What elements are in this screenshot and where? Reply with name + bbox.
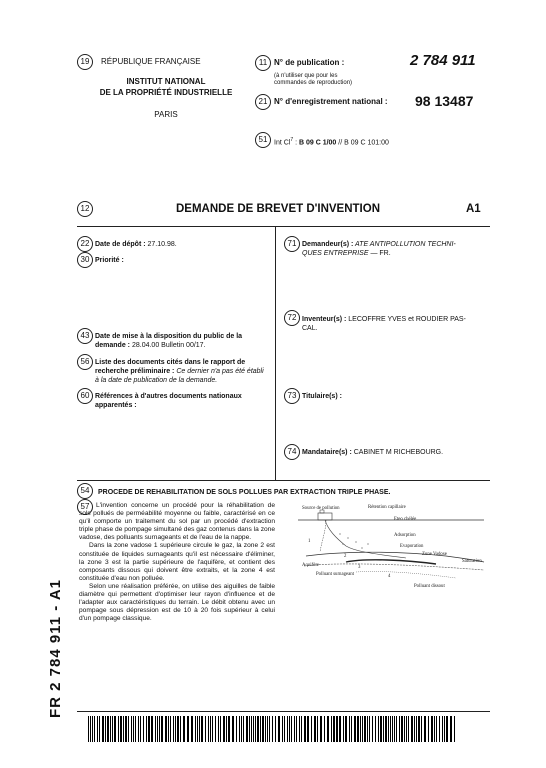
agent-label: Mandataire(s) : (302, 449, 352, 456)
barcode-bar (157, 716, 158, 742)
barcode-bar (187, 716, 189, 742)
applicant-value-1: ATE ANTIPOLLUTION TECHNI- (353, 241, 456, 248)
barcode-bar (444, 716, 445, 742)
barcode-bar (118, 716, 119, 742)
barcode-bar (197, 716, 198, 742)
barcode-bar (120, 716, 122, 742)
label-floating: Polluant surnageant (316, 572, 354, 577)
barcode-bar (404, 716, 405, 742)
deposit-date (95, 240, 177, 249)
barcode-bar (289, 716, 290, 742)
barcode-bar (195, 716, 196, 742)
int-classification (274, 136, 389, 147)
barcode-bar (336, 716, 338, 742)
barcode-bar (191, 716, 193, 742)
barcode-bar (327, 716, 329, 742)
barcode-bar (243, 716, 244, 742)
label-source: Source de pollution (302, 506, 340, 511)
barcode-bar (428, 716, 429, 742)
barcode-bar (107, 716, 109, 742)
barcode-bar (301, 716, 302, 742)
institute-line-2: DE LA PROPRIÉTÉ INDUSTRIELLE (99, 88, 233, 97)
barcode-bar (133, 716, 134, 742)
column-divider (275, 226, 276, 480)
int-sup: 7 (290, 137, 294, 143)
barcode-bar (249, 716, 250, 742)
publication-note-1: (à n'utiliser que pour les (274, 73, 338, 79)
barcode-bar (183, 716, 185, 742)
barcode-bar (110, 716, 111, 742)
int-separator: : (293, 139, 299, 147)
barcode-bar (123, 716, 124, 742)
label-retention: Rétention capillaire (368, 505, 406, 510)
barcode-bar (205, 716, 206, 742)
barcode-bar (446, 716, 448, 742)
barcode-bar (450, 716, 452, 742)
barcode-bar (151, 716, 153, 742)
inid-code-60: 60 (77, 388, 93, 404)
rule-bottom (77, 711, 490, 712)
barcode-bar (253, 716, 254, 742)
barcode-bar (175, 716, 176, 742)
barcode-bar (88, 716, 89, 742)
availability-value: 28.04.00 Bulletin 00/17. (130, 342, 206, 349)
barcode-bar (267, 716, 268, 742)
barcode-bar (210, 716, 211, 742)
zone-number-1: 1 (308, 539, 311, 544)
barcode-bar (215, 716, 216, 742)
barcode-bar (241, 716, 242, 742)
label-vadose: Zone Vadose (422, 552, 447, 557)
barcode-bar (380, 716, 382, 742)
barcode-bar (411, 716, 413, 742)
barcode-bar (388, 716, 389, 742)
barcode-bar (369, 716, 370, 742)
barcode-bar (223, 716, 225, 742)
barcode-bar (272, 716, 273, 742)
inventors (302, 315, 482, 333)
barcode-bar (399, 716, 400, 742)
city-name: PARIS (154, 110, 178, 119)
barcode-bar (278, 716, 280, 742)
barcode-bar (439, 716, 440, 742)
inventor-value-2: CAL. (302, 325, 318, 332)
inid-code-43: 43 (77, 328, 93, 344)
barcode-bar (159, 716, 160, 742)
availability-date (95, 332, 267, 350)
barcode-bar (436, 716, 437, 742)
barcode-bar (232, 716, 234, 742)
barcode-bar (320, 716, 322, 742)
zone-number-3: 3 (358, 565, 361, 570)
label-aquifer: Aquifère (302, 563, 320, 568)
barcode-bar (345, 716, 347, 742)
soil-diagram (296, 500, 492, 590)
barcode-bar (128, 716, 129, 742)
barcode-bar (97, 716, 98, 742)
priority-label: Priorité : (95, 257, 124, 264)
barcode-bar (396, 716, 397, 742)
barcode-bar (102, 716, 104, 742)
barcode-bar (333, 716, 335, 742)
barcode-bar (161, 716, 163, 742)
barcode-bar (349, 716, 350, 742)
barcode-bar (442, 716, 443, 742)
barcode-bar (406, 716, 407, 742)
deposit-label: Date de dépôt : (95, 241, 146, 248)
barcode-bar (94, 716, 95, 742)
barcode-bar (304, 716, 306, 742)
barcode-bar (307, 716, 309, 742)
int-label: Int Cl (274, 139, 291, 147)
barcode-bar (339, 716, 341, 742)
rule-middle (77, 480, 490, 481)
barcode-bar (165, 716, 167, 742)
barcode-bar (351, 716, 352, 742)
abstract-paragraph-3: Selon une réalisation préférée, on utilise des aiguilles de faible diamètre qui permettent d'optimiser leur rayon d'influence et de l'adapter aux caractéristiques du terrain. Le débit obtenu avec un pompage sous dépression est de 10 à 20 fois supérieur à celui d'un pompage classique. (79, 582, 275, 623)
publication-label: N° de publication : (274, 58, 345, 67)
barcode-bar (146, 716, 147, 742)
barcode-bar (401, 716, 403, 742)
barcode-bar (112, 716, 113, 742)
barcode-bar (99, 716, 100, 742)
docs-value: Ce dernier n'a pas été établi à la date de publication de la demande. (95, 368, 264, 384)
applicant-label: Demandeur(s) : (302, 241, 354, 248)
barcode-bar (364, 716, 366, 742)
inid-code-74: 74 (284, 444, 300, 460)
barcode-bar (220, 716, 221, 742)
barcode-bar (357, 716, 359, 742)
barcode-bar (354, 716, 356, 742)
barcode-bar (282, 716, 283, 742)
barcode-bar (375, 716, 376, 742)
barcode-bar (105, 716, 106, 742)
barcode-bar (138, 716, 139, 742)
barcode-bar (140, 716, 141, 742)
inid-code-73: 73 (284, 388, 300, 404)
barcode-bar (218, 716, 219, 742)
barcode-bar (173, 716, 174, 742)
barcode-bar (394, 716, 395, 742)
barcode-bar (251, 716, 252, 742)
registration-label: N° d'enregistrement national : (274, 97, 388, 106)
barcode-bar (324, 716, 325, 742)
applicant-suffix: — FR. (368, 250, 391, 257)
barcode-bar (343, 716, 344, 742)
inventor-label: Inventeur(s) : (302, 316, 347, 323)
barcode-bar (246, 716, 248, 742)
publication-note-2: commandes de reproduction) (274, 80, 353, 86)
barcode-bar (294, 716, 295, 742)
inid-code-11: 11 (255, 55, 271, 71)
applicant-value-2: QUES ENTREPRISE (302, 250, 369, 257)
label-adsorption: Adsorption (394, 533, 416, 538)
applicant (302, 240, 482, 258)
barcode-bar (114, 716, 116, 742)
barcode-bar (416, 716, 417, 742)
barcode-bar (155, 716, 156, 742)
barcode-bar (265, 716, 266, 742)
barcode-bar (390, 716, 391, 742)
barcode-bar (125, 716, 127, 742)
barcode-bar (90, 716, 91, 742)
registration-number: 98 13487 (415, 93, 474, 109)
invention-title: PROCEDE DE REHABILITATION DE SOLS POLLUES PAR EXTRACTION TRIPLE PHASE. (98, 489, 391, 496)
barcode-bar (180, 716, 181, 742)
barcode-bar (148, 716, 150, 742)
side-publication-code: FR 2 784 911 - A1 (47, 578, 64, 718)
barcode-bar (143, 716, 144, 742)
inid-code-21: 21 (255, 94, 271, 110)
label-dissolved: Polluant dissout (414, 584, 445, 589)
barcode-bar (362, 716, 363, 742)
int-secondary-class: // B 09 C 101:00 (336, 139, 389, 147)
barcode-bar (208, 716, 209, 742)
docs-label: Liste des documents cités dans le rapport de recherche préliminaire : (95, 359, 246, 375)
barcode-bar (317, 716, 318, 742)
barcode-bar (262, 716, 264, 742)
label-saturated: Saturation (462, 559, 482, 564)
agent-value: CABINET M RICHEBOURG. (351, 449, 444, 456)
agent (302, 448, 443, 457)
barcode-bar (431, 716, 433, 742)
barcode-bar (454, 716, 455, 742)
barcode-bar (424, 716, 426, 742)
barcode-bar (269, 716, 270, 742)
barcode-bar (314, 716, 316, 742)
barcode-bar (257, 716, 259, 742)
barcode-bar (434, 716, 435, 742)
barcode-bar (284, 716, 285, 742)
barcode (88, 716, 458, 742)
int-main-class: B 09 C 1/00 (298, 139, 337, 147)
document-title: DEMANDE DE BREVET D'INVENTION (176, 203, 381, 215)
barcode-bar (236, 716, 237, 742)
barcode-bar (287, 716, 288, 742)
abstract-paragraph-1: L'invention concerne un procédé pour la réhabilitation de sols pollués de perméabilité moyenne ou faible, caractérisé en ce qu'il comporte un traitement du sol par un procédé d'extraction triple phase de pompage simultané des gaz contenus dans la zone vadose, des polluants surnageants et de l'eau de la nappe. (79, 502, 275, 542)
availability-label: Date de mise à la disposition du public de la demande : (95, 333, 243, 349)
inid-code-56: 56 (77, 354, 93, 370)
zone-number-4: 4 (388, 574, 391, 579)
holder-label: Titulaire(s) : (302, 393, 342, 400)
barcode-bar (421, 716, 422, 742)
barcode-bar (199, 716, 200, 742)
abstract (79, 502, 275, 623)
related-references: Références à d'autres documents nationaux apparentés : (95, 393, 242, 409)
barcode-bar (414, 716, 415, 742)
barcode-bar (226, 716, 227, 742)
barcode-bar (408, 716, 409, 742)
inventor-value-1: LECOFFRE YVES et ROUDIER PAS- (346, 316, 466, 323)
country-name: RÉPUBLIQUE FRANÇAISE (101, 57, 201, 66)
barcode-bar (392, 716, 393, 742)
barcode-bar (367, 716, 368, 742)
barcode-bar (385, 716, 387, 742)
institute-line-1: INSTITUT NATIONAL (126, 77, 206, 86)
inid-code-71: 71 (284, 236, 300, 252)
inid-code-72: 72 (284, 310, 300, 326)
barcode-bar (170, 716, 171, 742)
rule-top (77, 226, 490, 227)
inid-code-30: 30 (77, 252, 93, 268)
barcode-bar (378, 716, 379, 742)
barcode-bar (331, 716, 332, 742)
barcode-bar (275, 716, 276, 742)
inid-code-22: 22 (77, 236, 93, 252)
barcode-bar (92, 716, 93, 742)
barcode-bar (418, 716, 420, 742)
barcode-bar (228, 716, 230, 742)
zone-number-2: 2 (344, 554, 347, 559)
barcode-bar (291, 716, 292, 742)
publication-number: 2 784 911 (410, 52, 476, 69)
document-kind: A1 (466, 203, 481, 215)
inid-code-19: 19 (77, 54, 93, 70)
deposit-value: 27.10.98. (145, 241, 177, 248)
barcode-bar (177, 716, 179, 742)
barcode-bar (255, 716, 256, 742)
abstract-paragraph-2: Dans la zone vadose 1 supérieure circule le gaz, la zone 2 est constituée de liquides surnageants qu'il est nécessaire d'éliminer, la zone 3 est la partie supérieure de l'aquifère, et contient des composants dissous qui doivent être extraits, et la zone 4 est constituée d'eau non polluée. (79, 542, 275, 582)
barcode-bar (168, 716, 169, 742)
label-unsaturated: Eteo chélée (394, 517, 417, 522)
barcode-bar (372, 716, 373, 742)
barcode-bar (383, 716, 384, 742)
barcode-bar (135, 716, 136, 742)
barcode-bar (201, 716, 203, 742)
cited-documents (95, 358, 267, 385)
inid-code-51: 51 (255, 132, 271, 148)
barcode-bar (212, 716, 213, 742)
inid-code-57: 57 (77, 499, 93, 515)
barcode-bar (131, 716, 132, 742)
barcode-bar (360, 716, 361, 742)
pollution-source-shape (318, 513, 332, 520)
inid-code-54: 54 (77, 483, 93, 499)
barcode-bar (260, 716, 261, 742)
barcode-bar (296, 716, 297, 742)
barcode-bar (239, 716, 240, 742)
inid-code-12: 12 (77, 201, 93, 217)
barcode-bar (299, 716, 300, 742)
label-evaporation: Evaporation (400, 544, 424, 549)
barcode-bar (311, 716, 312, 742)
